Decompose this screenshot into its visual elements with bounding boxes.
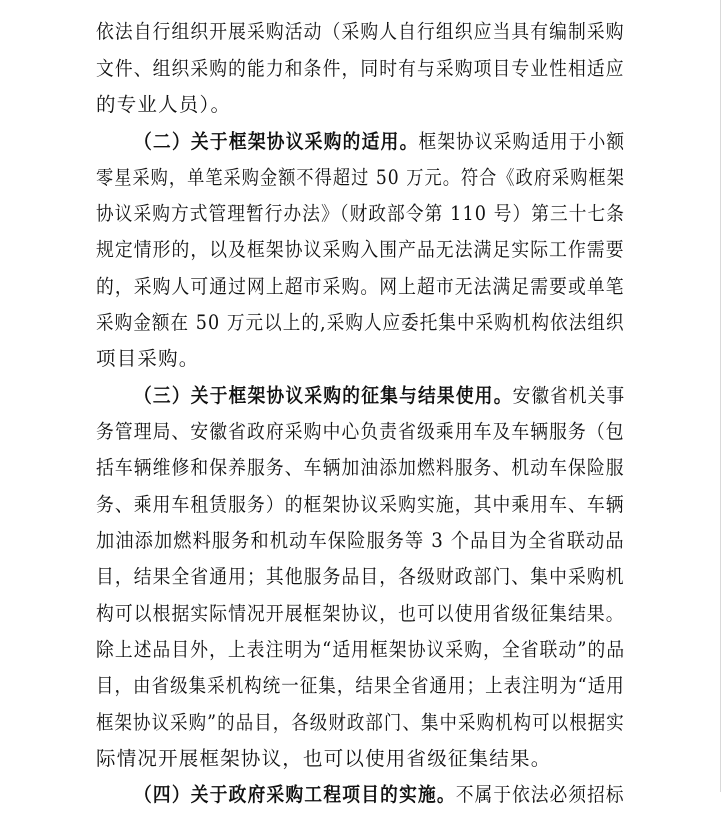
text-line: 构可以根据实际情况开展框架协议，也可以使用省级征集结果。 [96, 602, 625, 625]
text-line: 的，采购人可通过网上超市采购。网上超市无法满足需要或单笔 [96, 275, 625, 298]
text-line: 加油添加燃料服务和机动车保险服务等 3 个品目为全省联动品 [96, 529, 625, 552]
text-line: 际情况开展框架协议，也可以使用省级征集结果。 [96, 747, 552, 770]
text-line: 除上述品目外，上表注明为“适用框架协议采购，全省联动”的品 [96, 638, 626, 661]
text-line: 务、乘用车租赁服务）的框架协议采购实施，其中乘用车、车辆 [96, 493, 625, 516]
paragraph-line [134, 378, 625, 414]
text-line: 依法自行组织开展采购活动（采购人自行组织应当具有编制采购 [96, 20, 625, 43]
section-heading: （四）关于政府采购工程项目的实施。 [134, 783, 456, 806]
text-line: 零星采购，单笔采购金额不得超过 50 万元。符合《政府采购框架 [96, 166, 625, 189]
text-line: 文件、组织采购的能力和条件，同时有与采购项目专业性相适应 [96, 57, 625, 80]
text-line: 目，结果全省通用；其他服务品目，各级财政部门、集中采购机 [96, 565, 625, 588]
text-line: 采购金额在 50 万元以上的,采购人应委托集中采购机构依法组织 [96, 311, 625, 334]
section-heading: （三）关于框架协议采购的征集与结果使用。 [134, 384, 513, 407]
text-run: 不属于依法必须招标 [455, 783, 625, 806]
text-line: 目，由省级集采机构统一征集，结果全省通用；上表注明为“适用 [96, 674, 625, 697]
text-line: 务管理局、安徽省政府采购中心负责省级乘用车及车辆服务（包 [96, 420, 625, 443]
section-heading: （二）关于框架协议采购的适用。 [134, 130, 419, 153]
paragraph-line [134, 777, 625, 813]
text-run: 安徽省机关事 [512, 384, 626, 407]
text-line: 框架协议采购”的品目，各级财政部门、集中采购机构可以根据实 [96, 711, 625, 734]
text-line: 项目采购。 [96, 347, 200, 370]
text-line: 括车辆维修和保养服务、车辆加油添加燃料服务、机动车保险服 [96, 456, 625, 479]
paragraph-line [134, 124, 625, 160]
text-line: 的专业人员）。 [96, 93, 232, 116]
text-run: 框架协议采购适用于小额 [418, 130, 626, 153]
text-line: 协议采购方式管理暂行办法》（财政部令第 110 号）第三十七条 [96, 202, 626, 225]
text-line: 规定情形的，以及框架协议采购入围产品无法满足实际工作需要 [96, 238, 625, 261]
